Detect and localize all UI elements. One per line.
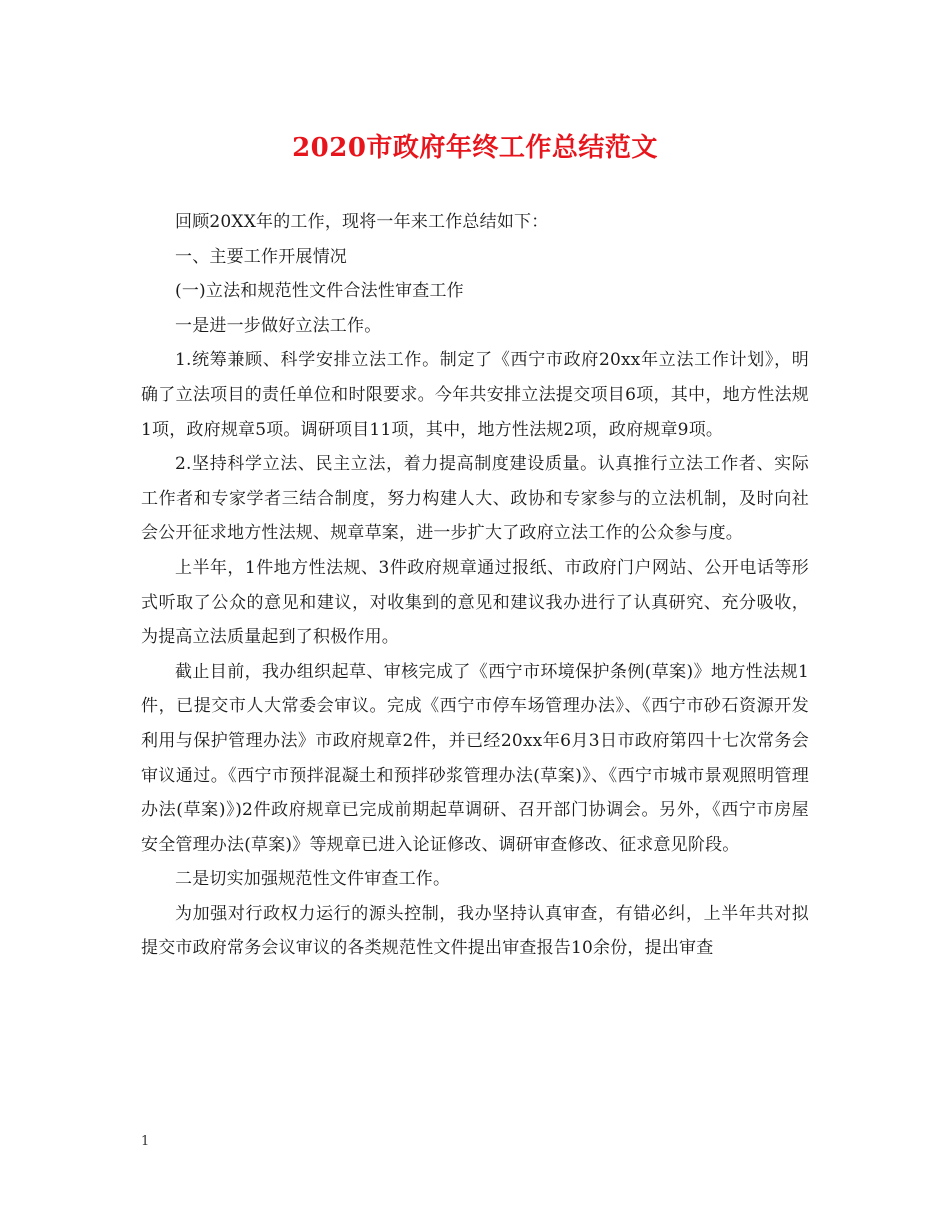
paragraph-review-control: 为加强对行政权力运行的源头控制，我办坚持认真审查，有错必纠，上半年共对拟提交市政府常务会议审议的各类规范性文件提出审查报告10余份，提出审查 (141, 903, 809, 959)
page-number: 1 (141, 1134, 150, 1149)
document-body (141, 205, 809, 966)
paragraph-progress: 截止目前，我办组织起草、审核完成了《西宁市环境保护条例(草案)》地方性法规1件，已提交市人大常委会审议。完成《西宁市停车场管理办法》、《西宁市砂石资源开发利用与保护管理办法》市政府规章2件，并已经20xx年6月3日市政府第四十七次常务会审议通过。《西宁市预拌混凝土和预拌砂浆管理办法(草案)》、《西宁市城市景观照明管理办法(草案)》)2件政府规章已完成前期起草调研、召开部门协调会。另外，《西宁市房屋安全管理办法(草案)》等规章已进入论证修改、调研审查修改、征求意见阶段。 (141, 661, 809, 855)
heading-main-work: 一、主要工作开展情况 (175, 246, 347, 267)
paragraph-point-one: 一是进一步做好立法工作。 (175, 315, 382, 336)
paragraph-intro: 回顾20XX年的工作，现将一年来工作总结如下： (175, 212, 549, 232)
paragraph-item-2: 2.坚持科学立法、民主立法，着力提高制度建设质量。认真推行立法工作者、实际工作者和专家学者三结合制度，努力构建人大、政协和专家参与的立法机制，及时向社会公开征求地方性法规、规章草案，进一步扩大了政府立法工作的公众参与度。 (141, 454, 809, 544)
document-title: 2020市政府年终工作总结范文 (292, 133, 658, 163)
heading-legislation-review: (一)立法和规范性文件合法性审查工作 (175, 281, 464, 302)
paragraph-point-two: 二是切实加强规范性文件审查工作。 (175, 869, 451, 890)
paragraph-item-1: 1.统筹兼顾、科学安排立法工作。制定了《西宁市政府20xx年立法工作计划》，明确了立法项目的责任单位和时限要求。今年共安排立法提交项目6项，其中，地方性法规1项，政府规章5项。调研项目11项，其中，地方性法规2项，政府规章9项。 (141, 350, 809, 440)
paragraph-first-half: 上半年，1件地方性法规、3件政府规章通过报纸、市政府门户网站、公开电话等形式听取了公众的意见和建议，对收集到的意见和建议我办进行了认真研究、充分吸收，为提高立法质量起到了积极作用。 (141, 557, 809, 648)
